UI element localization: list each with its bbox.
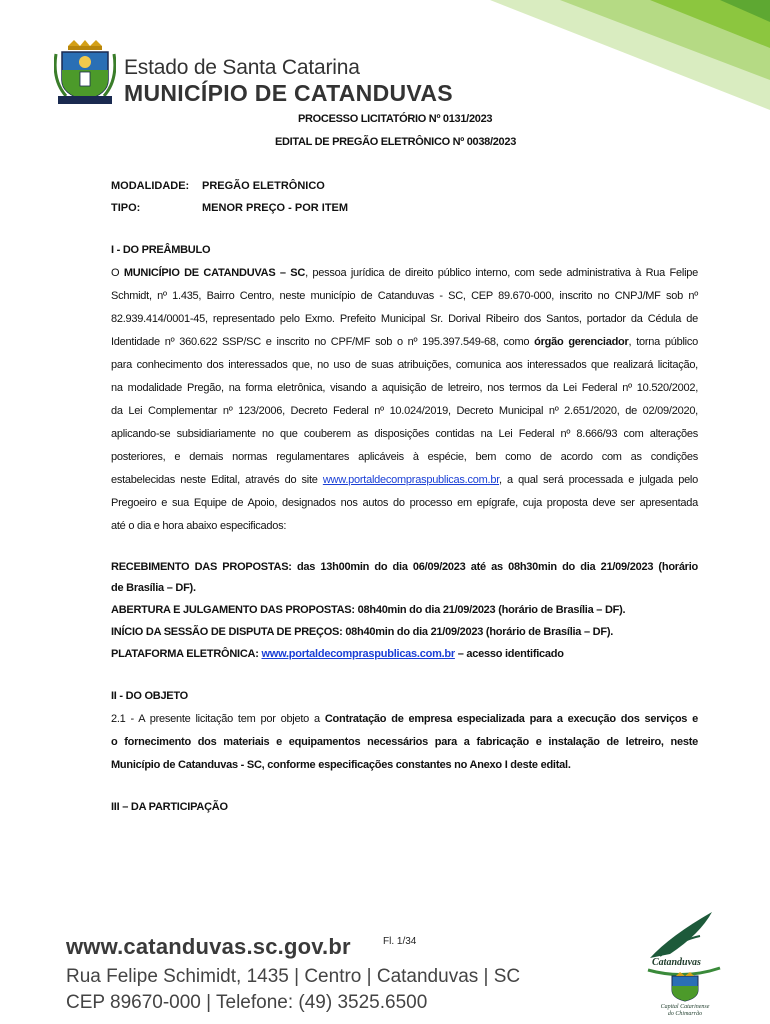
brand-logo-tagline: Capital Catarinense do Chimarrão — [660, 1004, 710, 1017]
preambulo-line: posteriores, e demais normas regulamentares aplicáveis à espécie, bem como de acordo com as condições — [111, 451, 698, 463]
preambulo-heading: I - DO PREÂMBULO — [111, 244, 211, 256]
footer-website[interactable]: www.catanduvas.sc.gov.br — [66, 934, 351, 959]
preambulo-line: para conhecimento dos interessados que, no uso de suas atribuições, comunica aos interessados que realizará licitação, — [111, 359, 698, 371]
brand-logo-name: Catanduvas — [652, 957, 701, 968]
preambulo-line: Schmidt, nº 1.435, Bairro Centro, neste município de Catanduvas - SC, CEP 89.670-000, inscrito no CNPJ/MF sob nº — [111, 290, 698, 302]
preambulo-line: na modalidade Pregão, na forma eletrônica, visando a aquisição de letreiro, nos termos da Lei Federal nº 10.520/2002, — [111, 382, 698, 394]
recebimento-line: RECEBIMENTO DAS PROPOSTAS: das 13h00min do dia 06/09/2023 até as 08h30min do dia 21/09/2023 (horário — [111, 561, 698, 573]
preambulo-line: Identidade nº 360.622 SSP/SC e inscrito no CPF/MF sob o nº 195.397.549-68, como órgão gerenciador, torna público — [111, 336, 698, 348]
modalidade-value: PREGÃO ELETRÔNICO — [202, 180, 325, 192]
preambulo-line: até o dia e hora abaixo especificados: — [111, 520, 287, 532]
preambulo-line: estabelecidas neste Edital, através do site www.portaldecompraspublicas.com.br, a qual será processada e julgada pelo — [111, 474, 698, 486]
preambulo-line: aplicando-se subsidiariamente no que couberem as disposições contidas na Lei Federal nº 8.666/93 com alterações — [111, 428, 698, 440]
header-municipality-name: MUNICÍPIO DE CATANDUVAS — [124, 80, 453, 106]
preambulo-line: da Lei Complementar nº 123/2006, Decreto Federal nº 10.024/2019, Decreto Municipal nº 2.651/2020, de 02/09/2020, — [111, 405, 698, 417]
preambulo-line: Pregoeiro e sua Equipe de Apoio, designados nos autos do processo em epígrafe, cuja proposta deve ser apresentada — [111, 497, 698, 509]
objeto-line: 2.1 - A presente licitação tem por objeto a Contratação de empresa especializada para a execução dos serviços e — [111, 713, 698, 725]
objeto-line: Município de Catanduvas - SC, conforme especificações constantes no Anexo I deste edital. — [111, 759, 571, 771]
corner-decoration — [430, 0, 770, 110]
objeto-heading: II - DO OBJETO — [111, 690, 188, 702]
process-number: PROCESSO LICITATÓRIO Nº 0131/2023 — [298, 113, 493, 125]
preambulo-line: 82.939.414/0001-45, representado pelo Exmo. Prefeito Municipal Sr. Dorival Ribeiro dos Santos, portador da Cédula de — [111, 313, 698, 325]
objeto-line: o fornecimento dos materiais e equipamentos necessários para a fabricação e instalação de letreiro, neste — [111, 736, 698, 748]
plataforma-link[interactable]: www.portaldecompraspublicas.com.br — [261, 648, 455, 660]
plataforma-line: PLATAFORMA ELETRÔNICA: www.portaldecompraspublicas.com.br – acesso identificado — [111, 648, 564, 660]
tipo-label: TIPO: — [111, 202, 141, 214]
recebimento-line-2: de Brasília – DF). — [111, 582, 196, 594]
inicio-line: INÍCIO DA SESSÃO DE DISPUTA DE PREÇOS: 08h40min do dia 21/09/2023 (horário de Brasília – DF). — [111, 626, 614, 638]
municipal-crest-logo — [54, 40, 116, 106]
participacao-heading: III – DA PARTICIPAÇÃO — [111, 801, 228, 813]
portal-link[interactable]: www.portaldecompraspublicas.com.br — [322, 474, 499, 486]
modalidade-label: MODALIDADE: — [111, 180, 190, 192]
tipo-value: MENOR PREÇO - POR ITEM — [202, 202, 349, 214]
page-folio: Fl. 1/34 — [383, 936, 417, 947]
preambulo-line: O MUNICÍPIO DE CATANDUVAS – SC, pessoa jurídica de direito público interno, com sede administrativa à Rua Felipe — [111, 267, 698, 279]
catanduvas-brand-logo — [640, 906, 730, 1006]
footer-contact: CEP 89670-000 | Telefone: (49) 3525.6500 — [66, 992, 428, 1013]
header-state-name: Estado de Santa Catarina — [124, 56, 360, 79]
footer-address: Rua Felipe Schimidt, 1435 | Centro | Catanduvas | SC — [66, 966, 521, 987]
abertura-line: ABERTURA E JULGAMENTO DAS PROPOSTAS: 08h40min do dia 21/09/2023 (horário de Brasília – DF). — [111, 604, 626, 616]
edital-number: EDITAL DE PREGÃO ELETRÔNICO Nº 0038/2023 — [275, 136, 517, 148]
